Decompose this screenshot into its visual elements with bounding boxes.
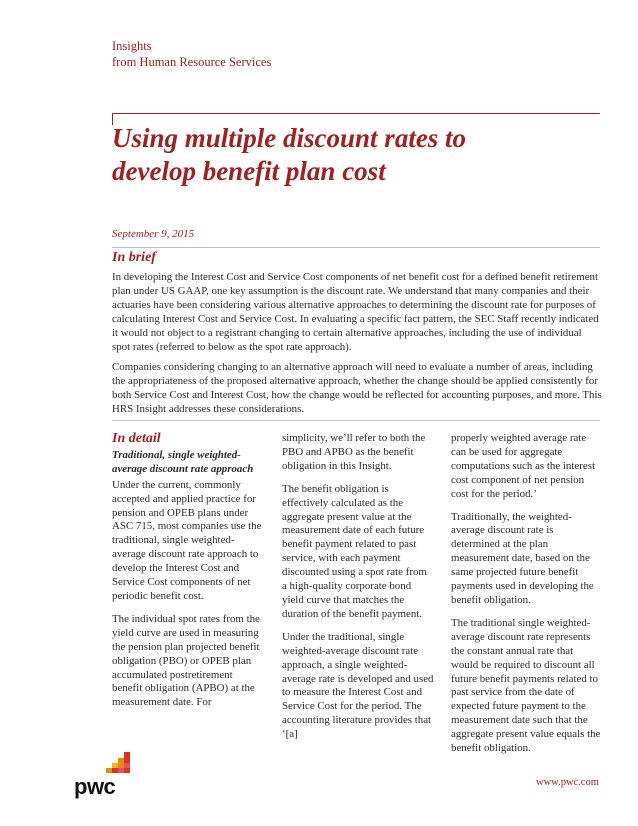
header-line-2: from Human Resource Services <box>112 55 272 69</box>
divider <box>112 247 600 248</box>
header-line-1: Insights <box>112 39 152 53</box>
in-brief-paragraph: In developing the Interest Cost and Service Cost components of net benefit cost for a defined benefit retirement plan under US GAAP, one key assumption is the discount rate. We understand that many companies and their actuaries have been considering various alternative approaches to determining the discount rate for purposes of calculating Interest Cost and Service Cost. In evaluating a specific fact pattern, the SEC Staff recently indicated it would not object to a registrant changing to certain alternative approaches, including the use of individual spot rates (referred to below as the spot rate approach). <box>112 271 599 353</box>
divider <box>112 420 600 421</box>
page-title <box>112 122 612 188</box>
detail-column-3 <box>451 432 603 765</box>
title-line-1: Using multiple discount rates to <box>112 123 467 153</box>
footer-url[interactable]: www.pwc.com <box>536 777 599 788</box>
section-subheading: Traditional, single weighted-average discount rate approach <box>112 448 254 475</box>
column-paragraph: Traditionally, the weighted-average discount rate is determined at the plan measurement date, based on the same projected future benefit payments used in developing the benefit obligation. <box>451 510 594 606</box>
in-detail-heading: In detail <box>112 431 161 446</box>
detail-column-1 <box>112 432 264 719</box>
in-brief-heading: In brief <box>112 250 156 265</box>
column-paragraph: properly weighted average rate can be used for aggregate computations such as the interest cost component of net pension cost for the period.’ <box>451 432 595 500</box>
in-brief-body <box>112 271 602 424</box>
in-brief-paragraph: Companies considering changing to an alternative approach will need to evaluate a number of areas, including the appropriateness of the proposed alternative approach, whether the change should be applied consistently for both Service Cost and Interest Cost, how the change would be reflected for accounting purposes, and more. This HRS Insight addresses these considerations. <box>112 361 602 416</box>
detail-column-2 <box>282 432 434 751</box>
title-line-2: develop benefit plan cost <box>112 156 386 186</box>
logo-wordmark: pwc <box>74 774 116 799</box>
column-paragraph: The traditional single weighted-average discount rate represents the constant annual rate that would be required to discount all future benefit payments related to past service from the date of expected future payment to the measurement date such that the aggregate present value equals the benefit obligation. <box>451 616 601 755</box>
pwc-logo <box>70 752 140 802</box>
column-paragraph: The individual spot rates from the yield curve are used in measuring the pension plan projected benefit obligation (PBO) or OPEB plan accumulated postretirement benefit obligation (APBO) at the measurement date. For <box>112 612 260 709</box>
publication-date: September 9, 2015 <box>112 228 195 240</box>
column-paragraph: Under the current, commonly accepted and applied practice for pension and OPEB plans under ASC 715, most companies use the traditional, single weighted-average discount rate approach to develop the Interest Cost and Service Cost components of net periodic benefit cost. <box>112 478 262 602</box>
column-paragraph: The benefit obligation is effectively calculated as the aggregate present value at the measurement date of each future benefit payment related to past service, with each payment discounted using a spot rate from a high-quality corporate bond yield curve that matches the duration of the benefit payment. <box>282 482 427 620</box>
header-label <box>112 38 271 70</box>
column-paragraph: simplicity, we’ll refer to both the PBO and APBO as the benefit obligation in this Insight. <box>282 432 426 472</box>
column-paragraph: Under the traditional, single weighted-average discount rate approach, a single weighted-average rate is developed and used to measure the Interest Cost and Service Cost for the period. The accounting literature provides that ‘[a] <box>282 630 434 741</box>
title-top-rule <box>112 113 600 114</box>
